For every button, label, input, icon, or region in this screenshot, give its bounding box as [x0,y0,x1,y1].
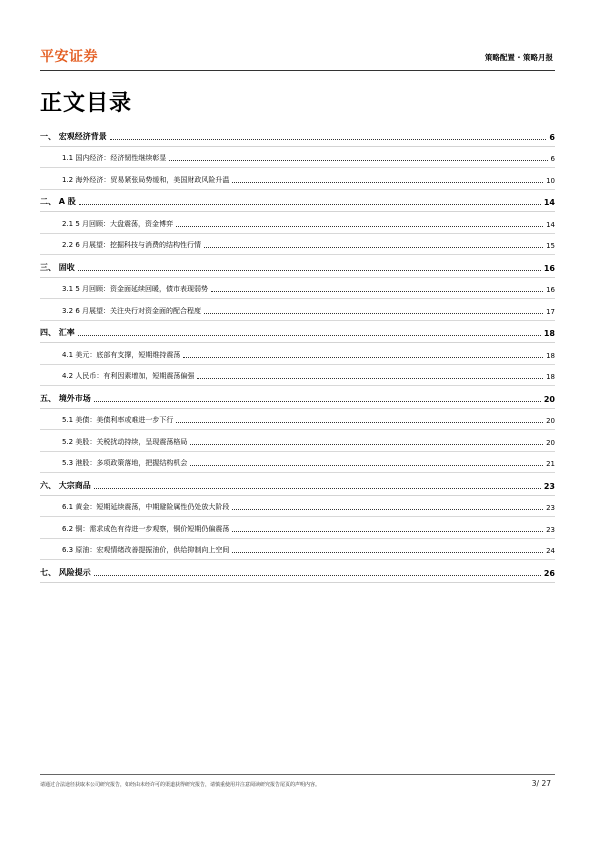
toc-entry-page: 10 [546,176,555,185]
footer-disclaimer: 请通过合法途径获取本公司研究报告，如经由未经许可的渠道获得研究报告，请慎重使用并注意阅读研究报告尾页的声明内容。 [40,782,321,788]
toc-leader-dots [176,226,543,227]
brand-logo: 平安证券 [40,49,98,65]
toc-leader-dots [204,313,543,314]
page-header [40,46,555,72]
toc-leader-dots [79,204,541,205]
toc-section[interactable] [40,255,555,278]
toc-leader-dots [232,531,543,532]
toc-entry-page: 15 [546,242,555,250]
toc-entry-label: 5.3 港股：多项政策落地，把握结构机会 [62,459,188,467]
toc-entry-label: 七、 风险提示 [40,567,91,577]
header-divider [40,70,555,71]
toc-section[interactable] [40,386,555,409]
toc-leader-dots [232,509,543,510]
toc-entry-page: 21 [546,460,555,468]
toc-subsection[interactable] [40,147,555,169]
toc-entry-page: 23 [546,525,555,534]
toc-leader-dots [110,139,547,140]
report-type-label: 策略配置 · 策略月报 [484,53,553,62]
toc-entry-label: 六、 大宗商品 [40,480,91,490]
toc-entry-page: 24 [546,547,555,555]
toc-entry-label: 3.1 5 月回顾：资金面延续回暖，债市表现弱势 [62,285,209,293]
toc-entry-label: 一、 宏观经济背景 [40,131,107,141]
toc-entry-label: 1.1 国内经济：经济韧性继续彰显 [62,154,167,162]
toc-entry-page: 23 [546,504,555,512]
toc-subsection[interactable] [40,168,555,190]
toc-subsection[interactable] [40,278,555,300]
toc-entry-page: 6 [549,132,555,142]
toc-entry-label: 2.1 5 月回顾：大盘震荡，资金博弈 [62,219,174,228]
toc-subsection[interactable] [40,299,555,321]
toc-entry-label: 5.1 美债：美债利率或难进一步下行 [62,416,174,424]
toc-leader-dots [197,378,543,379]
toc-subsection[interactable] [40,539,555,561]
toc-subsection[interactable] [40,212,555,234]
toc-entry-page: 20 [543,394,555,404]
toc-section[interactable] [40,321,555,344]
toc-section[interactable] [40,124,555,147]
toc-entry-label: 2.2 6 月展望：挖掘科技与消费的结构性行情 [62,241,202,249]
toc-leader-dots [176,422,543,423]
toc-leader-dots [78,335,541,336]
page-title: 正文目录 [40,91,133,116]
toc-section[interactable] [40,190,555,213]
toc-entry-label: 3.2 6 月展望：关注央行对资金面的配合程度 [62,306,202,315]
toc-entry-label: 三、 固收 [40,262,75,272]
toc-entry-label: 二、 A 股 [40,197,76,206]
toc-leader-dots [94,488,541,489]
toc-leader-dots [94,401,541,402]
toc-entry-label: 5.2 美股：关税扰动持续，呈现震荡格局 [62,437,188,446]
page-footer [40,774,555,795]
toc-entry-label: 6.2 铜：需求成色有待进一步观察，铜价短期仍偏震荡 [62,524,230,533]
toc-leader-dots [94,575,541,576]
toc-entry-page: 14 [543,198,555,207]
toc-entry-page: 18 [543,329,555,338]
table-of-contents [40,124,555,583]
toc-subsection[interactable] [40,517,555,539]
toc-leader-dots [232,182,543,183]
toc-leader-dots [211,291,543,292]
toc-subsection[interactable] [40,343,555,365]
toc-entry-page: 16 [543,263,555,273]
toc-entry-page: 6 [550,155,555,163]
toc-entry-page: 16 [546,286,555,294]
toc-entry-label: 6.1 黄金：短期延续震荡，中期避险属性仍处放大阶段 [62,503,230,511]
toc-entry-page: 17 [546,307,555,316]
toc-subsection[interactable] [40,430,555,452]
toc-leader-dots [190,444,543,445]
toc-entry-label: 6.3 原油：宏观情绪改善提振油价，供给抑制向上空间 [62,546,230,554]
toc-leader-dots [204,247,543,248]
toc-leader-dots [190,465,543,466]
toc-entry-label: 4.2 人民币：有利因素增加，短期震荡偏强 [62,372,195,380]
toc-entry-label: 四、 汇率 [40,328,75,337]
toc-entry-page: 20 [546,417,555,425]
toc-subsection[interactable] [40,452,555,474]
toc-leader-dots [183,357,543,358]
page-number: 3/ 27 [531,779,551,788]
toc-leader-dots [232,552,543,553]
toc-subsection[interactable] [40,496,555,518]
toc-leader-dots [169,160,547,161]
toc-entry-page: 18 [546,373,555,381]
toc-entry-label: 4.1 美元：底部有支撑，短期维持震荡 [62,350,181,359]
toc-entry-page: 14 [546,220,555,229]
toc-section[interactable] [40,560,555,583]
toc-entry-label: 1.2 海外经济：贸易紧张局势缓和，美国财政风险升温 [62,175,230,184]
toc-entry-page: 23 [543,481,555,491]
toc-leader-dots [78,270,541,271]
toc-entry-page: 20 [546,438,555,447]
toc-entry-page: 26 [543,568,555,578]
toc-section[interactable] [40,473,555,496]
toc-subsection[interactable] [40,365,555,387]
toc-subsection[interactable] [40,234,555,256]
toc-entry-page: 18 [546,351,555,360]
toc-entry-label: 五、 境外市场 [40,393,91,403]
toc-subsection[interactable] [40,409,555,431]
